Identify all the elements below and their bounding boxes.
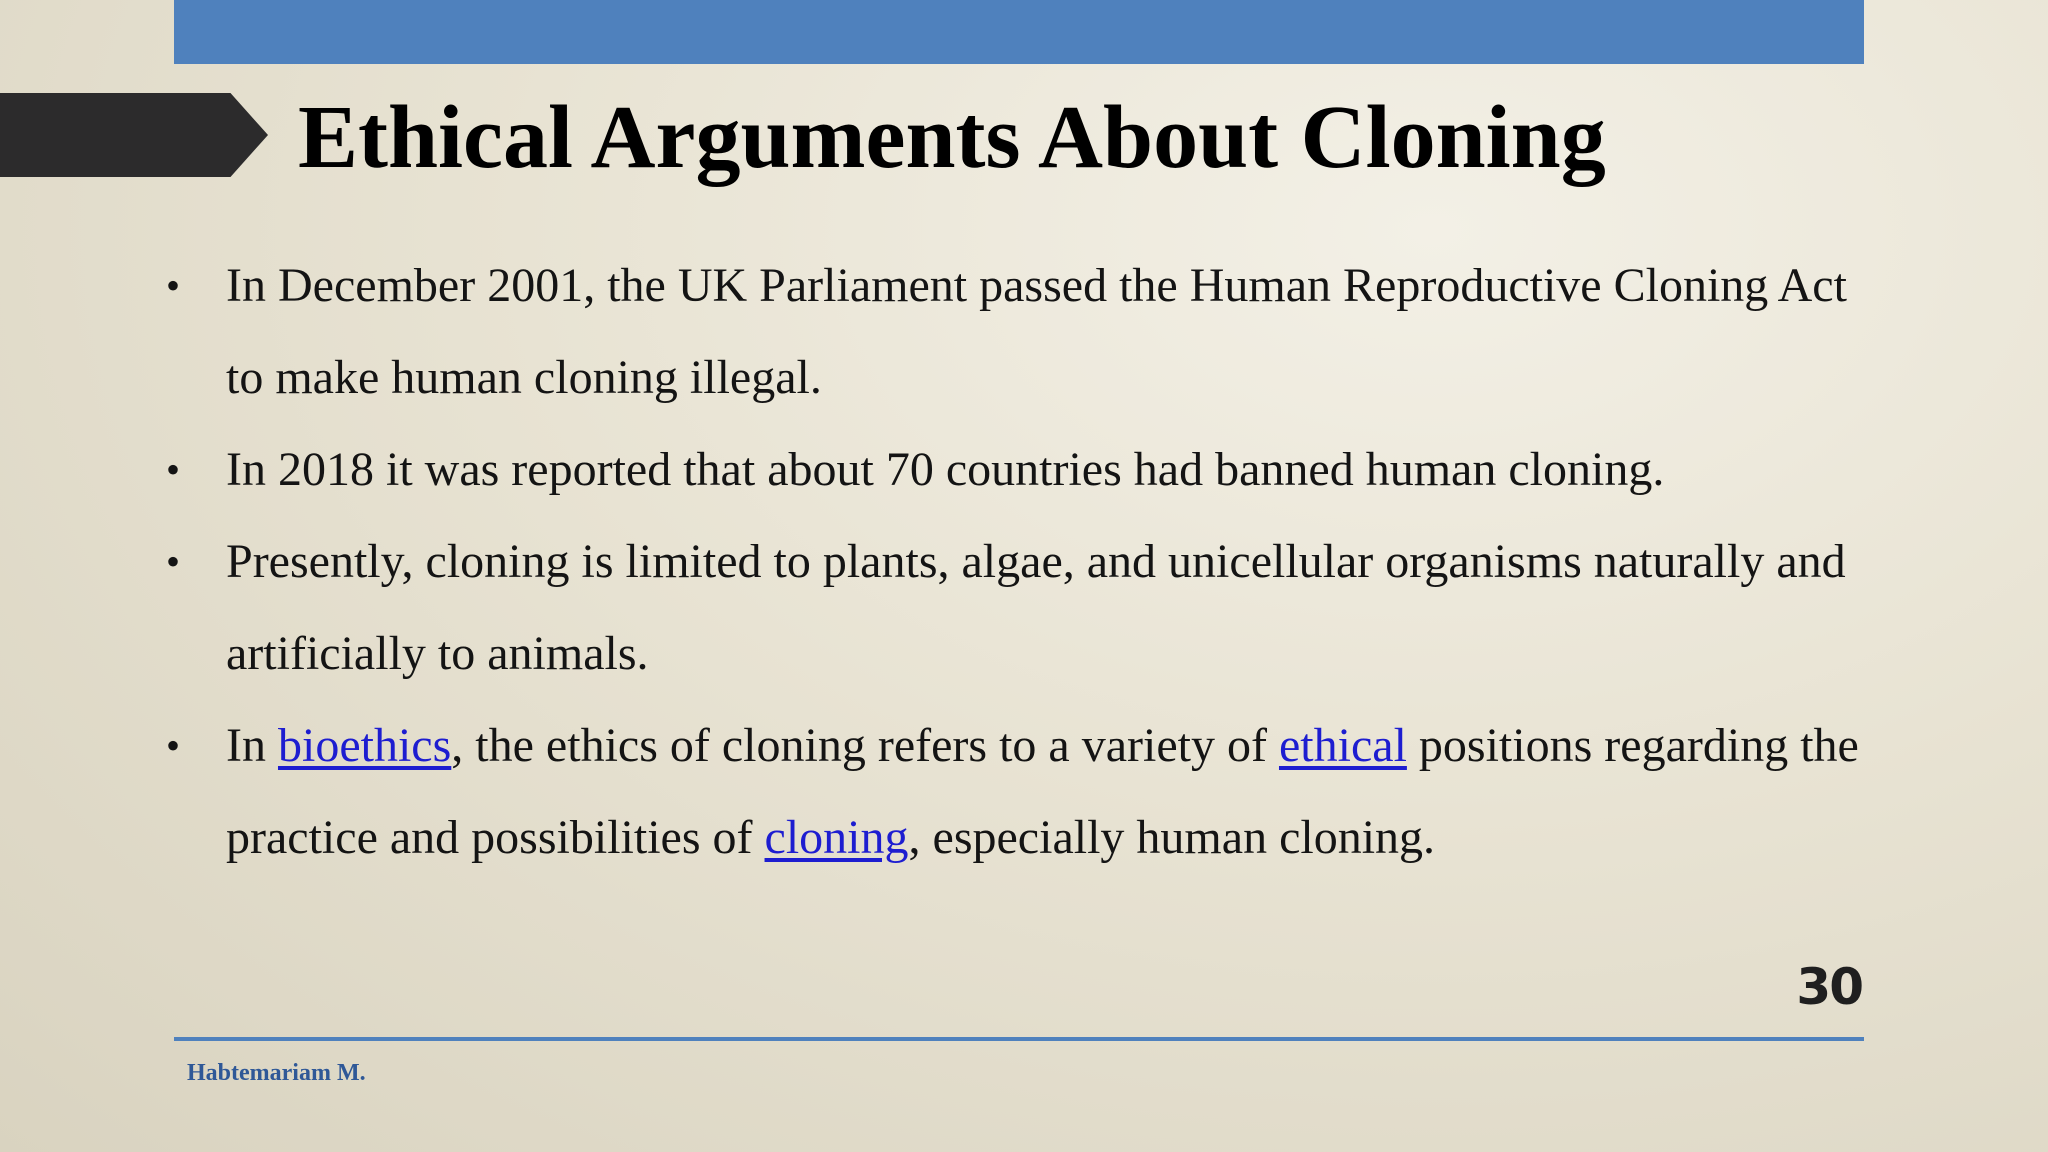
bullet-item	[160, 516, 1860, 700]
author-name: Habtemariam M.	[187, 1060, 366, 1086]
page-number: 30	[1796, 958, 1862, 1016]
slide-title: Ethical Arguments About Cloning	[298, 88, 1606, 187]
bullet-icon: •	[166, 539, 181, 584]
bullet-item	[160, 240, 1860, 424]
bullet-item	[160, 700, 1860, 884]
bullet-item	[160, 424, 1860, 516]
bullet-text: In December 2001, the UK Parliament passed the Human Reproductive Cloning Act to make human cloning illegal.	[226, 259, 1847, 404]
ethical-link[interactable]: ethical	[1278, 719, 1407, 772]
bullet-list	[160, 240, 1860, 884]
bullet-text-segment: , the ethics of cloning refers to a variety of	[451, 719, 1279, 772]
bullet-icon: •	[166, 447, 181, 492]
title-arrow-shape	[0, 93, 268, 177]
bullet-icon: •	[166, 723, 181, 768]
bioethics-link[interactable]: bioethics	[277, 719, 452, 772]
bullet-text-segment: positions regarding the practice and possibilities of	[226, 719, 1859, 864]
bullet-icon: •	[166, 263, 181, 308]
bullet-text-segment: , especially human cloning.	[908, 811, 1436, 864]
bullet-text: In 2018 it was reported that about 70 countries had banned human cloning.	[226, 443, 1665, 496]
bullet-text: Presently, cloning is limited to plants, algae, and unicellular organisms naturally and artificially to animals.	[226, 535, 1846, 680]
footer-divider	[174, 1037, 1864, 1041]
top-accent-bar	[174, 0, 1864, 64]
cloning-link[interactable]: cloning	[764, 811, 909, 864]
bullet-text-segment: In	[226, 719, 278, 772]
